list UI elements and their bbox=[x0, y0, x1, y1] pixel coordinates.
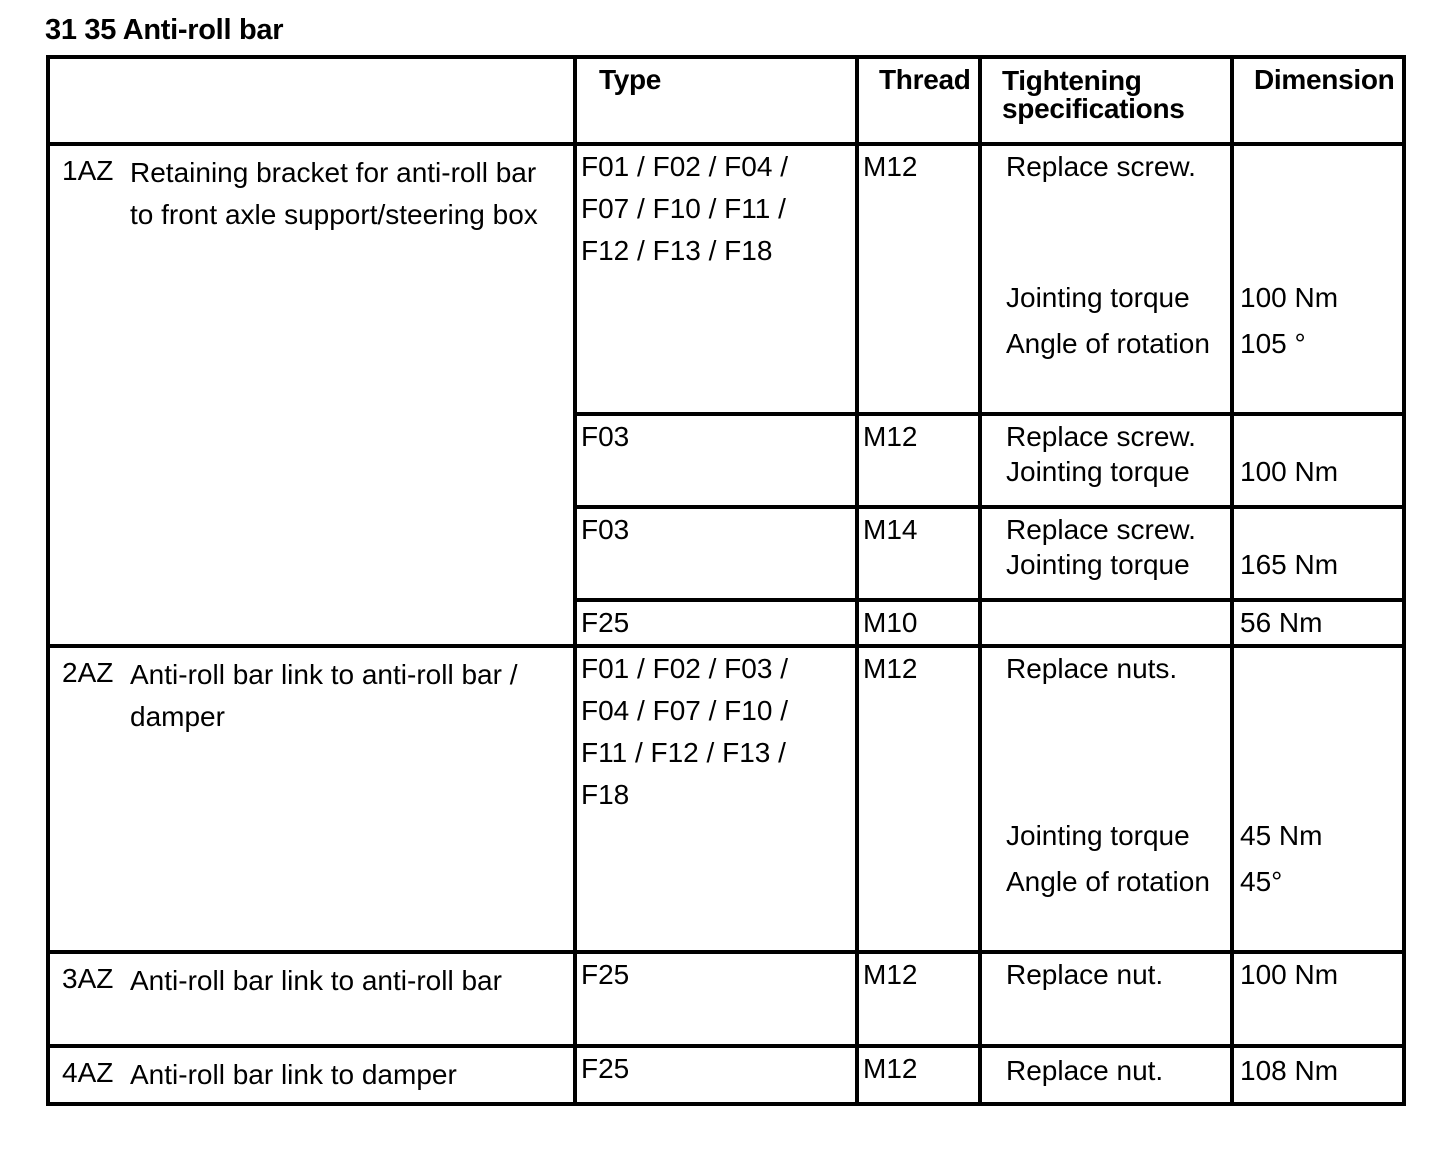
thread-value: M10 bbox=[863, 607, 918, 638]
dimension-value: 100 Nm bbox=[1240, 959, 1339, 990]
dimension-cell bbox=[1232, 952, 1404, 1046]
tightening-spec: Replace nut. bbox=[1006, 959, 1164, 990]
tightening-spec: Jointing torque bbox=[1006, 282, 1190, 313]
dimension-value: 45 Nm bbox=[1240, 820, 1323, 851]
part-id-row bbox=[50, 1048, 573, 1096]
dimension-value: 108 Nm bbox=[1240, 1055, 1339, 1086]
thread-cell bbox=[857, 600, 980, 646]
part-description: Anti-roll bar link to damper bbox=[130, 1059, 457, 1090]
dimension-cell bbox=[1232, 600, 1404, 646]
part-id: 1AZ bbox=[62, 155, 114, 186]
type-value: F01 / F02 / F04 / F07 / F10 / F11 / F12 / F13 / F18 bbox=[581, 151, 788, 266]
table-row bbox=[48, 144, 1404, 414]
thread-cell bbox=[857, 1046, 980, 1104]
thread-cell bbox=[857, 414, 980, 507]
part-cell bbox=[48, 144, 575, 646]
part-id-row bbox=[50, 954, 573, 1002]
thread-cell bbox=[857, 646, 980, 952]
tightening-cell bbox=[980, 507, 1232, 600]
tightening-spec: Angle of rotation bbox=[1006, 866, 1210, 897]
dimension-cell bbox=[1232, 507, 1404, 600]
dimension-value: 165 Nm bbox=[1240, 549, 1339, 580]
thread-cell bbox=[857, 144, 980, 414]
tightening-spec: Replace screw. bbox=[1006, 514, 1196, 545]
dimension-value: 100 Nm bbox=[1240, 282, 1339, 313]
spec-table bbox=[46, 55, 1406, 1106]
header-type: Type bbox=[575, 57, 857, 144]
tightening-spec: Replace screw. bbox=[1006, 151, 1196, 182]
type-cell bbox=[575, 507, 857, 600]
dimension-cell bbox=[1232, 144, 1404, 414]
part-description: Anti-roll bar link to anti-roll bar / damper bbox=[130, 659, 518, 732]
header-tightening: Tightening specifications bbox=[980, 57, 1232, 144]
tightening-cell bbox=[980, 1046, 1232, 1104]
table-row bbox=[48, 952, 1404, 1046]
tightening-cell bbox=[980, 600, 1232, 646]
part-id: 4AZ bbox=[62, 1057, 114, 1088]
type-value: F25 bbox=[581, 959, 630, 990]
dimension-cell bbox=[1232, 1046, 1404, 1104]
type-cell bbox=[575, 414, 857, 507]
type-value: F25 bbox=[581, 1053, 630, 1084]
dimension-value: 100 Nm bbox=[1240, 456, 1339, 487]
type-cell bbox=[575, 952, 857, 1046]
part-id: 2AZ bbox=[62, 657, 114, 688]
part-description: Anti-roll bar link to anti-roll bar bbox=[130, 965, 502, 996]
thread-value: M12 bbox=[863, 1053, 918, 1084]
table-row bbox=[48, 1046, 1404, 1104]
tightening-spec: Jointing torque bbox=[1006, 820, 1190, 851]
tightening-spec: Replace nuts. bbox=[1006, 653, 1178, 684]
header-row bbox=[48, 57, 1404, 144]
header-part bbox=[48, 57, 575, 144]
thread-value: M12 bbox=[863, 151, 918, 182]
dimension-value: 105 ° bbox=[1240, 328, 1306, 359]
part-cell bbox=[48, 1046, 575, 1104]
page-title: 31 35 Anti-roll bar bbox=[45, 14, 284, 46]
tightening-spec: Replace screw. bbox=[1006, 421, 1196, 452]
part-cell bbox=[48, 952, 575, 1046]
type-value: F03 bbox=[581, 514, 630, 545]
tightening-cell bbox=[980, 952, 1232, 1046]
header-dimension: Dimension bbox=[1232, 57, 1404, 144]
part-id-row bbox=[50, 146, 573, 236]
tightening-spec: Jointing torque bbox=[1006, 456, 1190, 487]
tightening-cell bbox=[980, 144, 1232, 414]
header-thread: Thread bbox=[857, 57, 980, 144]
type-cell bbox=[575, 600, 857, 646]
tightening-cell bbox=[980, 646, 1232, 952]
type-cell bbox=[575, 1046, 857, 1104]
type-value: F25 bbox=[581, 607, 630, 638]
dimension-value: 45° bbox=[1240, 866, 1283, 897]
tightening-spec: Replace nut. bbox=[1006, 1055, 1164, 1086]
part-id: 3AZ bbox=[62, 963, 114, 994]
part-description: Retaining bracket for anti-roll bar to front axle support/steering box bbox=[130, 157, 538, 230]
thread-value: M12 bbox=[863, 421, 918, 452]
table-row bbox=[48, 646, 1404, 952]
type-cell bbox=[575, 144, 857, 414]
tightening-spec: Jointing torque bbox=[1006, 549, 1190, 580]
type-cell bbox=[575, 646, 857, 952]
dimension-cell bbox=[1232, 646, 1404, 952]
dimension-cell bbox=[1232, 414, 1404, 507]
thread-value: M12 bbox=[863, 959, 918, 990]
type-value: F01 / F02 / F03 / F04 / F07 / F10 / F11 / F12 / F13 / F18 bbox=[581, 653, 788, 810]
tightening-cell bbox=[980, 414, 1232, 507]
part-cell bbox=[48, 646, 575, 952]
part-id-row bbox=[50, 648, 573, 738]
thread-cell bbox=[857, 507, 980, 600]
thread-value: M12 bbox=[863, 653, 918, 684]
thread-cell bbox=[857, 952, 980, 1046]
type-value: F03 bbox=[581, 421, 630, 452]
thread-value: M14 bbox=[863, 514, 918, 545]
tightening-spec: Angle of rotation bbox=[1006, 328, 1210, 359]
dimension-value: 56 Nm bbox=[1240, 607, 1323, 638]
